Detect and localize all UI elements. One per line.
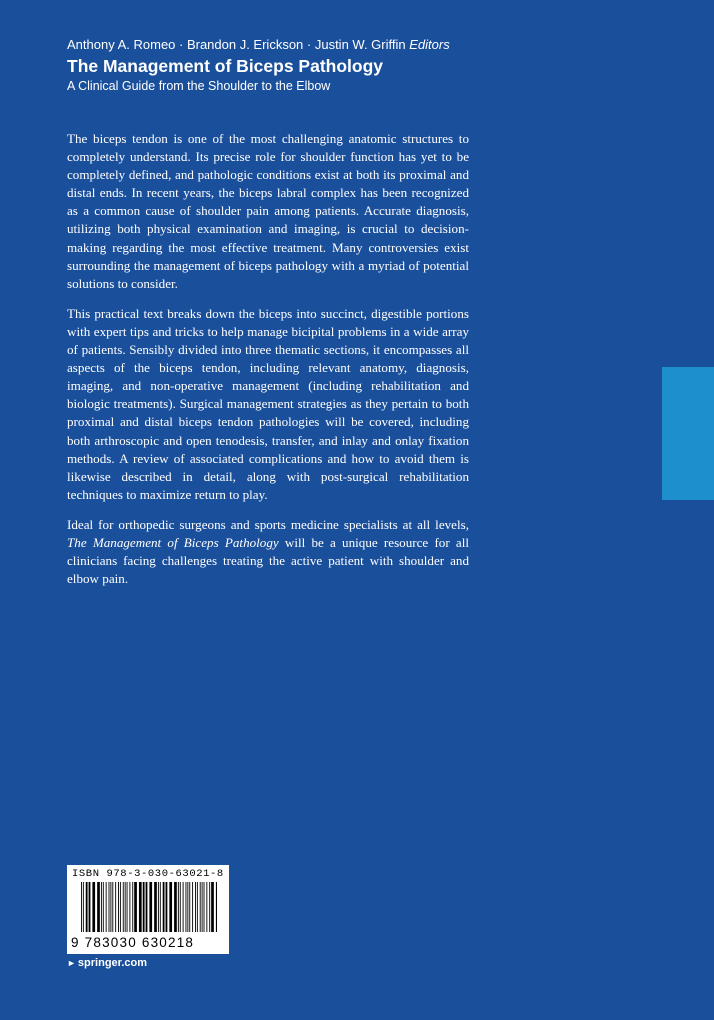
barcode-bar: [143, 882, 145, 932]
isbn-label: ISBN 978-3-030-63021-8: [72, 868, 224, 880]
barcode-bar: [97, 882, 100, 932]
barcode-bar: [183, 882, 184, 932]
editors-role: Editors: [409, 37, 450, 52]
barcode-bar: [204, 882, 205, 932]
barcode-bar: [192, 882, 193, 932]
description-paragraph-3: [67, 516, 469, 588]
barcode-bar: [146, 882, 148, 932]
barcode-bar: [209, 882, 210, 932]
description-paragraph-1: The biceps tendon is one of the most challenging anatomic structures to completely understand. Its precise role for shoulder function has yet to be completely defined, and pathologic conditions exist at both its proximal and distal ends. In recent years, the biceps labral complex has been recognized as a common cause of shoulder pain among patients. Accurate diagnosis, utilizing both physical examination and imaging, is crucial to decision-making regarding the most effective treatment. Many controversies exist surrounding the management of biceps pathology with a myriad of potential solutions to consider.: [67, 131, 469, 291]
publisher-url: springer.com: [77, 957, 147, 969]
barcode-bar: [92, 882, 95, 932]
description-paragraph-2: This practical text breaks down the biceps into succinct, digestible portions with expert tips and tricks to help manage bicipital problems in a wide array of patients. Sensibly divided into three thematic sections, it encompasses all aspects of the biceps tendon, including relevant anatomy, diagnosis, imaging, and non-operative management (including rehabilitation and biologic treatments). Surgical management strategies as they pertain to both proximal and distal biceps tendon pathologies will be covered, including both arthroscopic and open tenodesis, transfer, and inlay and onlay fixation methods. A review of associated complications and how to avoid them is likewise described in detail, along with post-surgical rehabilitation techniques to maximize return to play.: [67, 305, 469, 502]
isbn-barcode-box: [67, 865, 229, 954]
arrow-icon: ►: [67, 958, 76, 968]
barcode-bar: [112, 882, 113, 932]
barcode-bar: [103, 882, 104, 932]
barcode-bar: [127, 882, 128, 932]
paragraph-3-book-title: The Management of Biceps Pathology: [67, 534, 279, 550]
barcode-bar: [123, 882, 124, 932]
book-title: The Management of Biceps Pathology: [67, 56, 384, 76]
barcode-bar: [125, 882, 126, 932]
barcode-bar: [211, 882, 214, 932]
barcode-bar: [202, 882, 203, 932]
ean-digits: 9 783030 630218: [71, 935, 195, 950]
barcode-bar: [139, 882, 142, 932]
barcode-bar: [118, 882, 119, 932]
publisher-link[interactable]: [67, 957, 147, 969]
barcode-bar: [166, 882, 168, 932]
barcode-bar: [160, 882, 161, 932]
barcode-bar: [154, 882, 157, 932]
barcode-bar: [195, 882, 196, 932]
editors-line: [67, 36, 627, 53]
barcode-bar: [86, 882, 88, 932]
barcode-bar: [187, 882, 188, 932]
barcode-bar: [101, 882, 102, 932]
barcode-bar: [120, 882, 121, 932]
barcode-bar: [83, 882, 84, 932]
barcode-bars: [81, 882, 217, 938]
barcode-bar: [186, 882, 187, 932]
barcode-bar: [81, 882, 82, 932]
editors-names: Anthony A. Romeo · Brandon J. Erickson · Justin W. Griffin: [67, 37, 406, 52]
barcode-bar: [158, 882, 159, 932]
barcode-bar: [132, 882, 133, 932]
barcode-bar: [197, 882, 198, 932]
barcode-bar: [134, 882, 137, 932]
paragraph-3-start: Ideal for orthopedic surgeons and sports medicine specialists at all levels,: [67, 516, 469, 532]
cover-header: [67, 36, 627, 94]
barcode-bar: [180, 882, 181, 932]
book-subtitle: A Clinical Guide from the Shoulder to the Elbow: [67, 79, 331, 93]
barcode-bar: [163, 882, 165, 932]
barcode-bar: [200, 882, 201, 932]
barcode-bar: [206, 882, 207, 932]
barcode-bar: [106, 882, 107, 932]
barcode-bar: [110, 882, 111, 932]
barcode-bar: [169, 882, 172, 932]
barcode-bar: [174, 882, 177, 932]
barcode-bar: [109, 882, 110, 932]
barcode-bar: [89, 882, 91, 932]
barcode-bar: [149, 882, 152, 932]
barcode-bar: [189, 882, 190, 932]
spine-color-tab: [662, 367, 714, 500]
book-description: [67, 130, 469, 600]
barcode-bar: [129, 882, 130, 932]
barcode-bar: [216, 882, 217, 932]
paragraph-3-end: will be a unique resource for all clinicians facing challenges treating the active patient with shoulder and elbow pain.: [67, 534, 470, 587]
barcode-bar: [178, 882, 179, 932]
barcode-bar: [115, 882, 116, 932]
